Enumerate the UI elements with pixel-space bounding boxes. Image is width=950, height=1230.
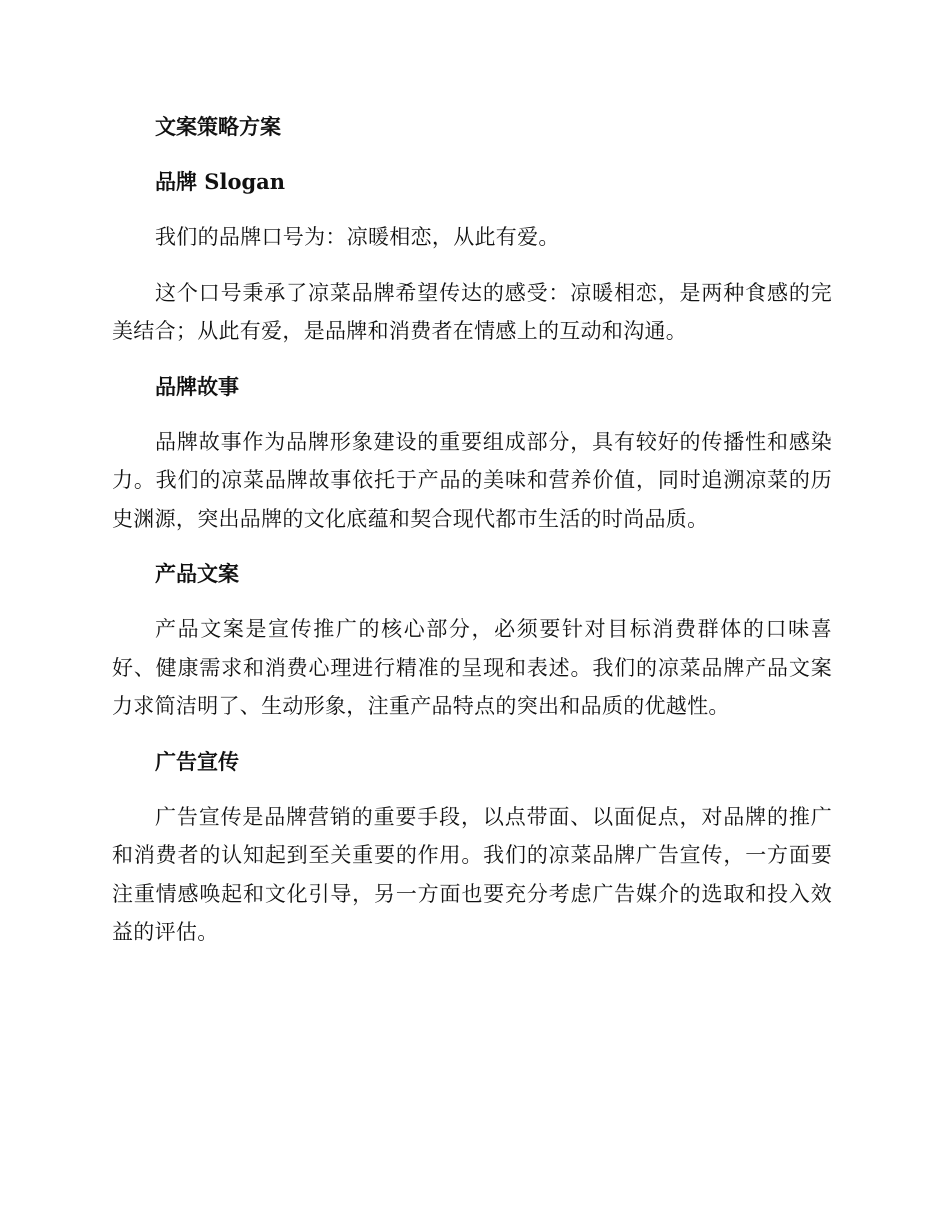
document-title: 文案策略方案	[155, 114, 281, 139]
document-body	[112, 108, 832, 969]
section-heading-product-copy: 产品文案	[155, 561, 239, 586]
section-heading-brand-story: 品牌故事	[155, 373, 239, 399]
section-heading-advertising: 广告宣传	[155, 748, 239, 774]
advertising-paragraph: 广告宣传是品牌营销的重要手段，以点带面、以面促点，对品牌的推广和消费者的认知起到至关重要的作用。我们的凉菜品牌广告宣传，一方面要注重情感唤起和文化引导，另一方面也要充分考虑广告媒介的选取和投入效益的评估。	[112, 804, 832, 944]
brand-story-paragraph: 品牌故事作为品牌形象建设的重要组成部分，具有较好的传播性和感染力。我们的凉菜品牌故事依托于产品的美味和营养价值，同时追溯凉菜的历史渊源，突出品牌的文化底蕴和契合现代都市生活的时尚品质。	[112, 429, 832, 531]
slogan-explanation-paragraph: 这个口号秉承了凉菜品牌希望传达的感受：凉暖相恋，是两种食感的完美结合；从此有爱，是品牌和消费者在情感上的互动和沟通。	[112, 280, 832, 343]
section-heading-slogan: 品牌 Slogan	[155, 169, 286, 194]
product-copy-paragraph: 产品文案是宣传推广的核心部分，必须要针对目标消费群体的口味喜好、健康需求和消费心理进行精准的呈现和表述。我们的凉菜品牌产品文案力求简洁明了、生动形象，注重产品特点的突出和品质的优越性。	[112, 617, 832, 718]
slogan-paragraph: 我们的品牌口号为：凉暖相恋，从此有爱。	[155, 225, 560, 249]
